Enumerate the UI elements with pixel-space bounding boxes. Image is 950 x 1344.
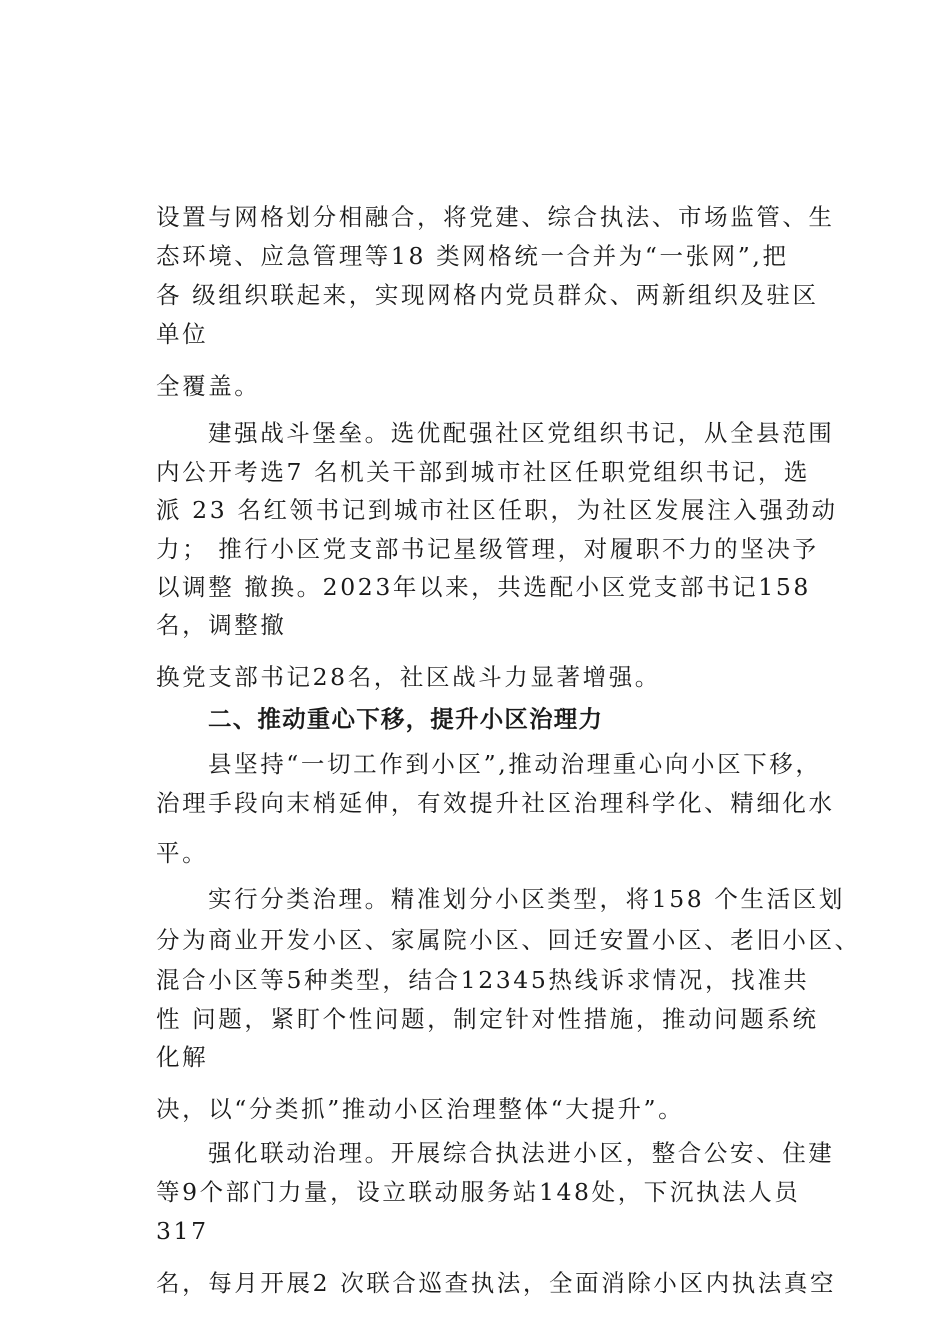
body-text-line: 态环境、应急管理等18 类网格统一合并为“一张网”,把 xyxy=(156,242,789,270)
body-text-line: 派 23 名红领书记到城市社区任职，为社区发展注入强劲动 xyxy=(156,496,838,524)
body-text-line: 内公开考选7 名机关干部到城市社区任职党组织书记，选 xyxy=(156,458,811,486)
body-text-line: 治理手段向末梢延伸，有效提升社区治理科学化、精细化水 xyxy=(156,789,835,817)
body-text-line: 设置与网格划分相融合，将党建、综合执法、市场监管、生 xyxy=(156,203,835,231)
body-text-line: 全覆盖。 xyxy=(156,372,261,400)
body-text-line: 化解 xyxy=(156,1043,209,1071)
body-text-line: 混合小区等5种类型，结合12345热线诉求情况，找准共 xyxy=(156,966,810,994)
body-text-line: 各 级组织联起来，实现网格内党员群众、两新组织及驻区 xyxy=(156,281,819,309)
body-text-line: 决，以“分类抓”推动小区治理整体“大提升”。 xyxy=(156,1095,685,1123)
body-text-line: 换党支部书记28名，社区战斗力显著增强。 xyxy=(156,663,661,691)
body-text-line: 单位 xyxy=(156,320,209,348)
body-text-line: 性 问题，紧盯个性问题，制定针对性措施，推动问题系统 xyxy=(156,1005,819,1033)
paragraph-start-line: 建强战斗堡垒。选优配强社区党组织书记，从全县范围 xyxy=(208,419,835,447)
body-text-line: 以调整 撤换。2023年以来，共选配小区党支部书记158 xyxy=(156,573,811,601)
paragraph-start-line: 强化联动治理。开展综合执法进小区，整合公安、住建 xyxy=(208,1139,835,1167)
body-text-line: 等9个部门力量，设立联动服务站148处，下沉执法人员 xyxy=(156,1178,801,1206)
body-text-line: 名，每月开展2 次联合巡查执法，全面消除小区内执法真空 xyxy=(156,1269,837,1297)
section-heading: 二、推动重心下移，提升小区治理力 xyxy=(208,705,604,733)
paragraph-start-line: 县坚持“一切工作到小区”,推动治理重心向小区下移， xyxy=(208,750,822,778)
paragraph-start-line: 实行分类治理。精准划分小区类型，将158 个生活区划 xyxy=(208,885,845,913)
body-text-line: 名，调整撤 xyxy=(156,611,287,639)
body-text-line: 分为商业开发小区、家属院小区、回迁安置小区、老旧小区、 xyxy=(156,926,861,954)
body-text-line: 317 xyxy=(156,1217,209,1245)
body-text-line: 力； 推行小区党支部书记星级管理，对履职不力的坚决予 xyxy=(156,535,819,563)
body-text-line: 平。 xyxy=(156,839,209,867)
